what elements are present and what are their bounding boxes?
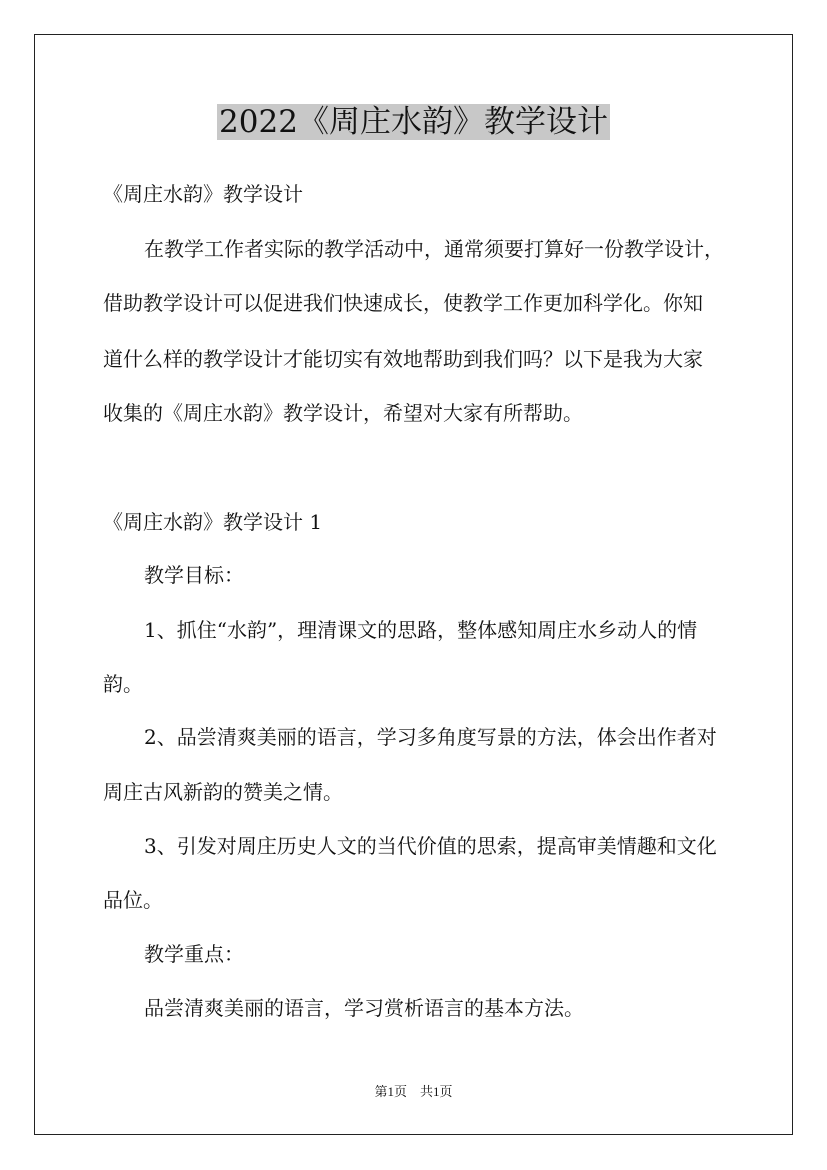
focus-heading: 教学重点：: [144, 942, 244, 966]
goal-3-line-2: 品位。: [103, 888, 163, 912]
goal-3-line-1: 3、引发对周庄历史人文的当代价值的思索，提高审美情趣和文化: [144, 834, 717, 858]
goal-1-line-1: 1、抓住“水韵”，理清课文的思路，整体感知周庄水乡动人的情: [144, 618, 698, 642]
section-heading: 《周庄水韵》教学设计 1: [103, 510, 323, 534]
page-number: 第1页 共1页: [374, 1084, 453, 1099]
intro-line-4: 收集的《周庄水韵》教学设计，希望对大家有所帮助。: [103, 401, 583, 425]
document-title: 2022《周庄水韵》教学设计: [219, 104, 608, 140]
intro-line-2: 借助教学设计可以促进我们快速成长，使教学工作更加科学化。你知: [103, 291, 703, 315]
goals-heading: 教学目标：: [144, 563, 244, 587]
goal-2-line-1: 2、品尝清爽美丽的语言，学习多角度写景的方法，体会出作者对: [144, 725, 717, 749]
goal-2-line-2: 周庄古风新韵的赞美之情。: [103, 780, 343, 804]
goal-1-line-2: 韵。: [103, 672, 143, 696]
focus-text: 品尝清爽美丽的语言，学习赏析语言的基本方法。: [144, 996, 584, 1020]
intro-line-1: 在教学工作者实际的教学活动中，通常须要打算好一份教学设计，: [144, 237, 724, 261]
document-subtitle: 《周庄水韵》教学设计: [103, 182, 303, 206]
intro-line-3: 道什么样的教学设计才能切实有效地帮助到我们吗？以下是我为大家: [103, 347, 703, 371]
